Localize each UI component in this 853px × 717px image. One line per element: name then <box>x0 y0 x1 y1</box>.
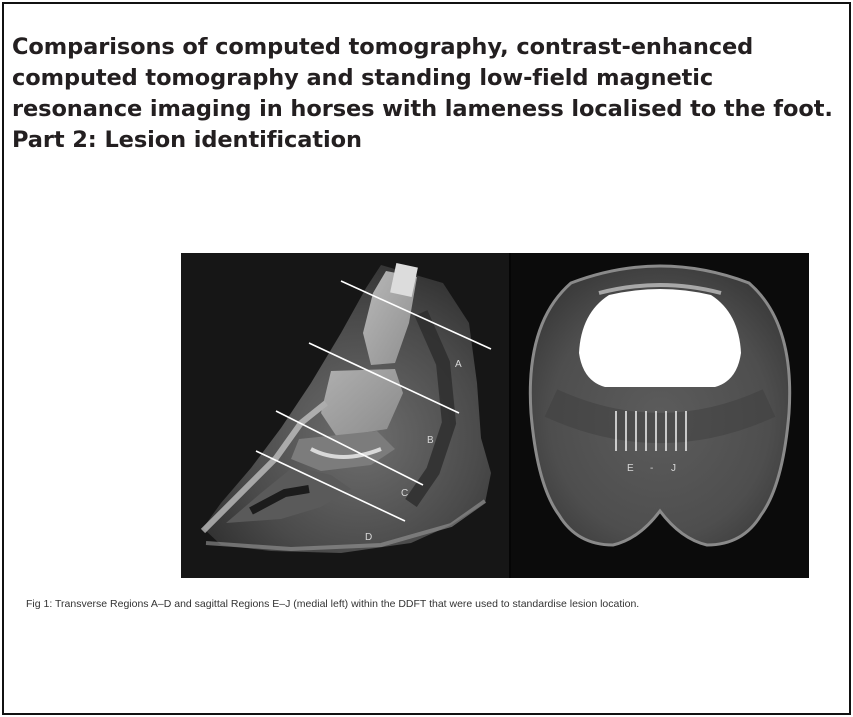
region-label-a: A <box>455 359 462 370</box>
sagittal-mri-image <box>181 253 509 578</box>
region-label-d: D <box>365 532 373 543</box>
paper-title: Comparisons of computed tomography, contrast-enhanced computed tomography and standing low-field magnetic resonance imaging in horses with lameness localised to the foot. Part 2: Lesion identification <box>12 34 833 153</box>
transverse-ct-image <box>511 253 809 578</box>
figure-caption: Fig 1: Transverse Regions A–D and sagittal Regions E–J (medial left) within the DDFT that were used to standardise lesion location. <box>26 598 640 610</box>
region-label-e: E <box>627 463 634 474</box>
figure-1 <box>181 253 809 578</box>
region-label-j: J <box>671 463 676 474</box>
sagittal-mri-graphic <box>181 253 509 578</box>
region-label-separator: - <box>650 463 654 474</box>
transverse-ct-graphic <box>511 253 809 578</box>
region-label-b: B <box>427 435 434 446</box>
region-label-c: C <box>401 488 409 499</box>
